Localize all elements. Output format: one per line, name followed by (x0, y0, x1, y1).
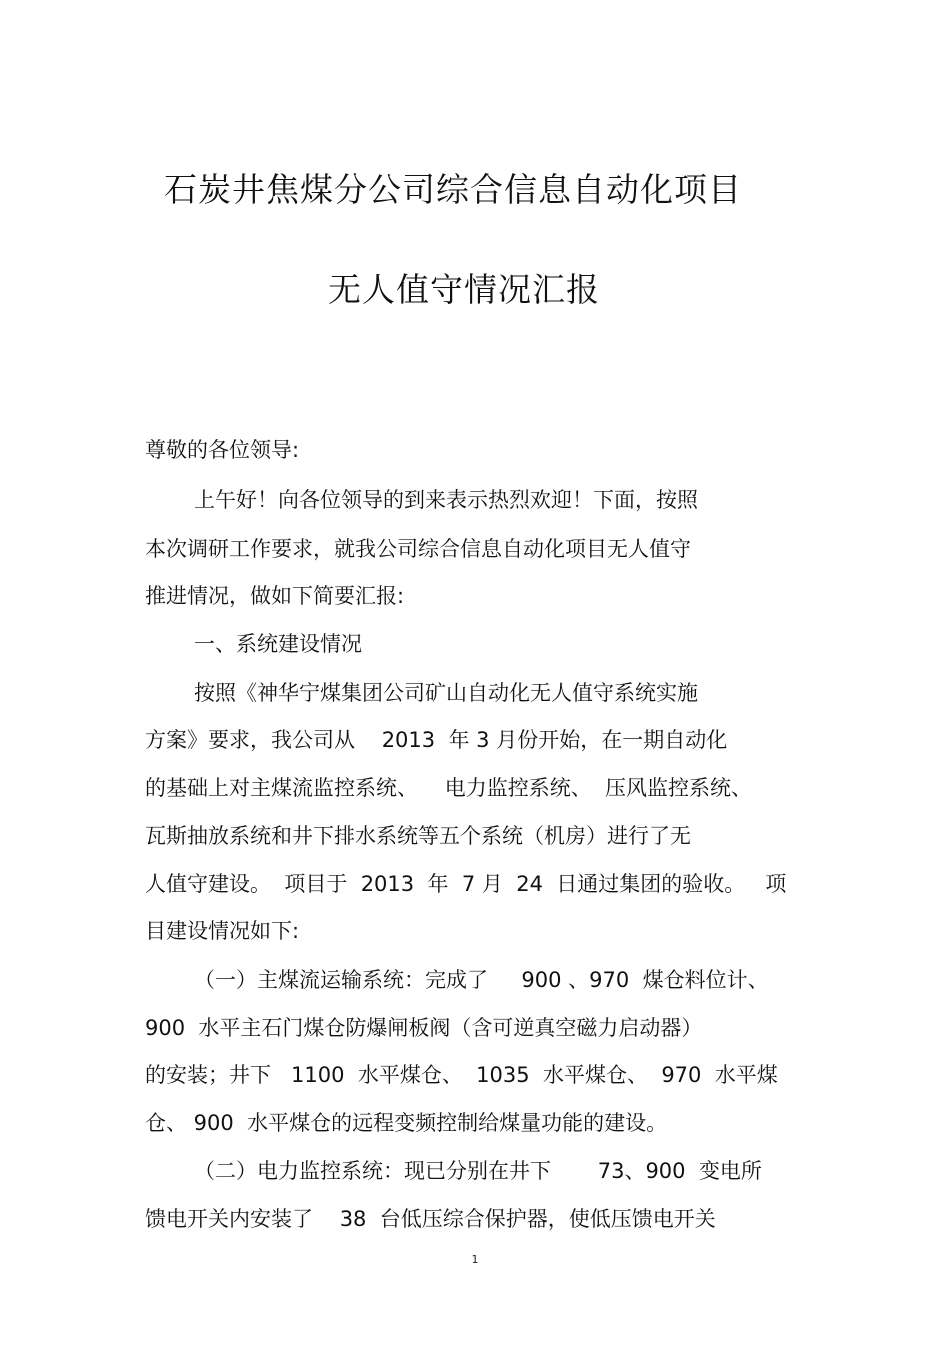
body-line: 的安装；井下 1100 水平煤仓、 1035 水平煤仓、 970 水平煤 (145, 1063, 778, 1087)
body-line: 推进情况，做如下简要汇报: (145, 584, 405, 608)
body-line: 人值守建设。 项目于 2013 年 7 月 24 日通过集团的验收。 项 (145, 872, 787, 896)
body-line: 方案》要求，我公司从 2013 年 3 月份开始，在一期自动化 (145, 728, 728, 752)
body-line: 本次调研工作要求，就我公司综合信息自动化项目无人值守 (145, 537, 691, 561)
document-title-line-1: 石炭井焦煤分公司综合信息自动化项目 (164, 170, 742, 209)
body-line: （一）主煤流运输系统：完成了 900 、970 煤仓料位计、 (194, 968, 769, 992)
body-line: 馈电开关内安装了 38 台低压综合保护器，使低压馈电开关 (145, 1207, 716, 1231)
body-line: （二）电力监控系统：现已分别在井下 73、900 变电所 (194, 1159, 762, 1183)
salutation: 尊敬的各位领导: (145, 438, 300, 462)
body-line: 瓦斯抽放系统和井下排水系统等五个系统（机房）进行了无 (145, 824, 691, 848)
body-line: 上午好！向各位领导的到来表示热烈欢迎！下面，按照 (194, 488, 698, 512)
body-line: 仓、 900 水平煤仓的远程变频控制给煤量功能的建设。 (145, 1111, 668, 1135)
body-line: 目建设情况如下: (145, 919, 300, 943)
document-title-line-2: 无人值守情况汇报 (328, 270, 600, 309)
section-heading: 一、系统建设情况 (194, 632, 362, 656)
body-line: 按照《神华宁煤集团公司矿山自动化无人值守系统实施 (194, 681, 698, 705)
page-number: 1 (471, 1253, 479, 1266)
body-line: 的基础上对主煤流监控系统、 电力监控系统、 压风监控系统、 (145, 776, 753, 800)
body-line: 900 水平主石门煤仓防爆闸板阀（含可逆真空磁力启动器） (145, 1016, 703, 1040)
